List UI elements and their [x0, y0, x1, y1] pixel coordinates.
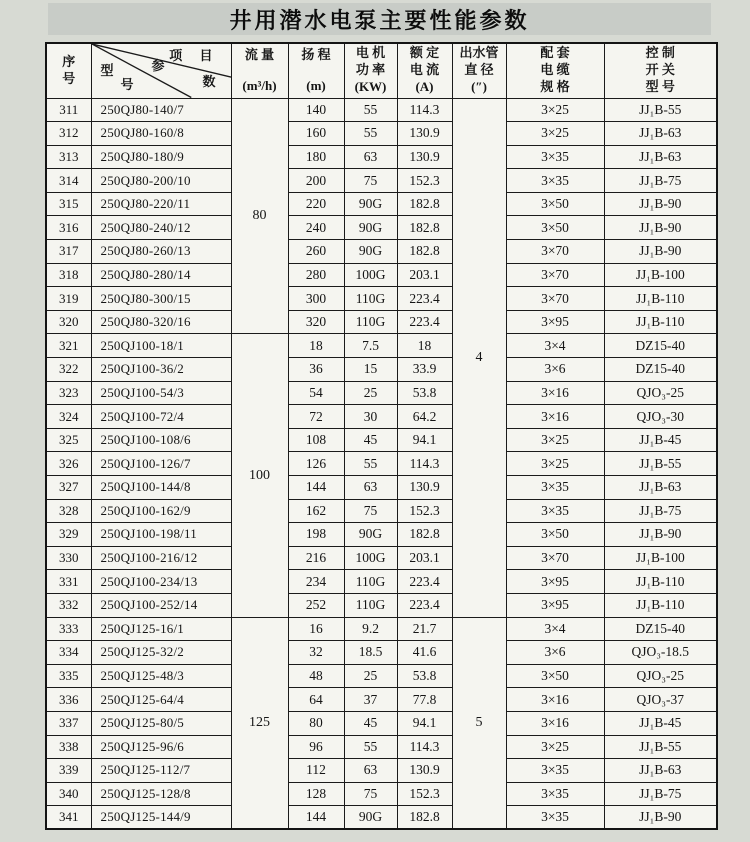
cell-serial: 327: [46, 476, 91, 500]
cell-head: 36: [288, 358, 344, 382]
cell-model: 250QJ80-200/10: [91, 169, 231, 193]
cell-model: 250QJ125-112/7: [91, 759, 231, 783]
cell-current: 223.4: [397, 570, 452, 594]
cell-model: 250QJ100-126/7: [91, 452, 231, 476]
cell-model: 250QJ125-144/9: [91, 806, 231, 830]
cell-serial: 335: [46, 664, 91, 688]
cell-power: 55: [344, 122, 397, 146]
cell-current: 114.3: [397, 735, 452, 759]
cell-power: 55: [344, 452, 397, 476]
cell-serial: 321: [46, 334, 91, 358]
cell-current: 223.4: [397, 287, 452, 311]
cell-current: 33.9: [397, 358, 452, 382]
cell-power: 110G: [344, 287, 397, 311]
cell-power: 90G: [344, 240, 397, 264]
diag-label-param-second: 数: [202, 74, 216, 89]
cell-model: 250QJ100-216/12: [91, 546, 231, 570]
cell-current: 114.3: [397, 452, 452, 476]
cell-head: 144: [288, 806, 344, 830]
cell-current: 114.3: [397, 98, 452, 122]
header-diagonal-model-param: [91, 43, 231, 98]
cell-current: 182.8: [397, 240, 452, 264]
cell-head: 200: [288, 169, 344, 193]
cell-current: 223.4: [397, 593, 452, 617]
cell-head: 32: [288, 641, 344, 665]
cell-serial: 334: [46, 641, 91, 665]
cell-serial: 331: [46, 570, 91, 594]
header-current: 额 定 电 流 (A): [397, 43, 452, 98]
cell-current: 21.7: [397, 617, 452, 641]
cell-cable: 3×25: [506, 98, 604, 122]
cell-current: 130.9: [397, 476, 452, 500]
cell-power: 55: [344, 98, 397, 122]
cell-switch: JJ₁B-100: [604, 546, 717, 570]
page-title-text: 井用潜水电泵主要性能参数: [229, 8, 530, 34]
table-row: [46, 499, 717, 523]
table-row: [46, 782, 717, 806]
cell-current: 94.1: [397, 711, 452, 735]
cell-serial: 333: [46, 617, 91, 641]
cell-current: 41.6: [397, 641, 452, 665]
cell-switch: DZ15-40: [604, 358, 717, 382]
page-title: [48, 3, 711, 35]
table-row: [46, 546, 717, 570]
table-row: [46, 759, 717, 783]
cell-head: 198: [288, 523, 344, 547]
diag-label-model-second: 号: [120, 77, 134, 92]
header-cable: 配 套 电 缆 规 格: [506, 43, 604, 98]
table-row: [46, 145, 717, 169]
cell-cable: 3×35: [506, 476, 604, 500]
cell-power: 90G: [344, 192, 397, 216]
cell-cable: 3×35: [506, 499, 604, 523]
cell-model: 250QJ80-240/12: [91, 216, 231, 240]
cell-head: 300: [288, 287, 344, 311]
cell-model: 250QJ100-108/6: [91, 428, 231, 452]
cell-serial: 311: [46, 98, 91, 122]
cell-cable: 3×50: [506, 664, 604, 688]
cell-switch: JJ₁B-90: [604, 216, 717, 240]
cell-power: 90G: [344, 216, 397, 240]
table-row: [46, 405, 717, 429]
cell-serial: 329: [46, 523, 91, 547]
table-row: [46, 641, 717, 665]
cell-serial: 339: [46, 759, 91, 783]
cell-current: 64.2: [397, 405, 452, 429]
cell-switch: JJ₁B-110: [604, 287, 717, 311]
cell-cable: 3×4: [506, 617, 604, 641]
cell-cable: 3×35: [506, 806, 604, 830]
cell-cable: 3×95: [506, 593, 604, 617]
cell-switch: JJ₁B-45: [604, 711, 717, 735]
cell-current: 203.1: [397, 263, 452, 287]
diag-label-item: 项 目: [169, 48, 220, 63]
cell-model: 250QJ80-280/14: [91, 263, 231, 287]
cell-switch: QJO₃-30: [604, 405, 717, 429]
cell-serial: 326: [46, 452, 91, 476]
cell-model: 250QJ80-180/9: [91, 145, 231, 169]
cell-model: 250QJ80-140/7: [91, 98, 231, 122]
cell-switch: JJ₁B-100: [604, 263, 717, 287]
table-row: [46, 98, 717, 122]
cell-model: 250QJ80-260/13: [91, 240, 231, 264]
cell-power: 45: [344, 711, 397, 735]
cell-head: 220: [288, 192, 344, 216]
cell-switch: DZ15-40: [604, 617, 717, 641]
cell-diameter: 5: [452, 617, 506, 829]
cell-power: 25: [344, 381, 397, 405]
cell-power: 110G: [344, 593, 397, 617]
cell-serial: 338: [46, 735, 91, 759]
cell-serial: 325: [46, 428, 91, 452]
cell-head: 96: [288, 735, 344, 759]
cell-current: 223.4: [397, 310, 452, 334]
cell-switch: QJO₃-25: [604, 664, 717, 688]
cell-power: 55: [344, 735, 397, 759]
cell-model: 250QJ80-220/11: [91, 192, 231, 216]
cell-current: 203.1: [397, 546, 452, 570]
cell-model: 250QJ125-96/6: [91, 735, 231, 759]
table-row: [46, 735, 717, 759]
cell-current: 152.3: [397, 169, 452, 193]
cell-power: 9.2: [344, 617, 397, 641]
cell-cable: 3×16: [506, 711, 604, 735]
cell-head: 160: [288, 122, 344, 146]
cell-model: 250QJ100-72/4: [91, 405, 231, 429]
cell-model: 250QJ125-128/8: [91, 782, 231, 806]
cell-switch: JJ₁B-55: [604, 735, 717, 759]
cell-serial: 318: [46, 263, 91, 287]
cell-serial: 314: [46, 169, 91, 193]
cell-head: 216: [288, 546, 344, 570]
cell-power: 100G: [344, 263, 397, 287]
cell-cable: 3×4: [506, 334, 604, 358]
cell-model: 250QJ125-32/2: [91, 641, 231, 665]
cell-model: 250QJ100-18/1: [91, 334, 231, 358]
cell-head: 180: [288, 145, 344, 169]
cell-power: 63: [344, 476, 397, 500]
cell-head: 240: [288, 216, 344, 240]
cell-model: 250QJ125-80/5: [91, 711, 231, 735]
cell-model: 250QJ100-54/3: [91, 381, 231, 405]
cell-switch: JJ₁B-75: [604, 782, 717, 806]
pump-table: [45, 42, 718, 830]
cell-switch: JJ₁B-63: [604, 759, 717, 783]
header-serial: 序 号: [46, 43, 91, 98]
cell-power: 90G: [344, 523, 397, 547]
cell-power: 75: [344, 499, 397, 523]
cell-head: 112: [288, 759, 344, 783]
cell-serial: 315: [46, 192, 91, 216]
cell-model: 250QJ125-16/1: [91, 617, 231, 641]
cell-cable: 3×16: [506, 405, 604, 429]
cell-serial: 330: [46, 546, 91, 570]
cell-power: 63: [344, 759, 397, 783]
cell-current: 182.8: [397, 192, 452, 216]
header-switch: 控 制 开 关 型 号: [604, 43, 717, 98]
cell-cable: 3×35: [506, 759, 604, 783]
cell-head: 80: [288, 711, 344, 735]
cell-current: 77.8: [397, 688, 452, 712]
cell-cable: 3×6: [506, 641, 604, 665]
cell-cable: 3×35: [506, 782, 604, 806]
table-row: [46, 664, 717, 688]
cell-serial: 340: [46, 782, 91, 806]
cell-switch: JJ₁B-45: [604, 428, 717, 452]
cell-current: 130.9: [397, 759, 452, 783]
cell-switch: JJ₁B-110: [604, 310, 717, 334]
cell-model: 250QJ100-234/13: [91, 570, 231, 594]
table-row: [46, 240, 717, 264]
cell-serial: 328: [46, 499, 91, 523]
cell-current: 53.8: [397, 381, 452, 405]
cell-current: 130.9: [397, 122, 452, 146]
cell-switch: JJ₁B-63: [604, 476, 717, 500]
cell-head: 126: [288, 452, 344, 476]
cell-serial: 317: [46, 240, 91, 264]
cell-cable: 3×95: [506, 310, 604, 334]
cell-switch: JJ₁B-90: [604, 240, 717, 264]
cell-serial: 322: [46, 358, 91, 382]
header-flow: 流 量 (m³/h): [231, 43, 288, 98]
cell-head: 18: [288, 334, 344, 358]
cell-power: 75: [344, 169, 397, 193]
cell-flow: 80: [231, 98, 288, 334]
cell-power: 100G: [344, 546, 397, 570]
cell-power: 63: [344, 145, 397, 169]
cell-power: 110G: [344, 570, 397, 594]
cell-serial: 332: [46, 593, 91, 617]
cell-switch: JJ₁B-75: [604, 499, 717, 523]
header-power: 电 机 功 率 (KW): [344, 43, 397, 98]
cell-power: 15: [344, 358, 397, 382]
cell-power: 18.5: [344, 641, 397, 665]
cell-serial: 316: [46, 216, 91, 240]
cell-switch: JJ₁B-110: [604, 570, 717, 594]
cell-current: 182.8: [397, 806, 452, 830]
cell-head: 64: [288, 688, 344, 712]
table-row: [46, 334, 717, 358]
table-row: [46, 711, 717, 735]
cell-serial: 323: [46, 381, 91, 405]
cell-head: 144: [288, 476, 344, 500]
cell-cable: 3×25: [506, 452, 604, 476]
cell-current: 182.8: [397, 216, 452, 240]
cell-model: 250QJ125-48/3: [91, 664, 231, 688]
cell-cable: 3×25: [506, 122, 604, 146]
cell-serial: 320: [46, 310, 91, 334]
table-row: [46, 523, 717, 547]
cell-current: 130.9: [397, 145, 452, 169]
cell-cable: 3×50: [506, 216, 604, 240]
cell-switch: JJ₁B-55: [604, 98, 717, 122]
header-diameter: 出水管 直 径 (″): [452, 43, 506, 98]
table-row: [46, 593, 717, 617]
table-row: [46, 617, 717, 641]
cell-model: 250QJ80-160/8: [91, 122, 231, 146]
cell-power: 45: [344, 428, 397, 452]
cell-head: 128: [288, 782, 344, 806]
cell-model: 250QJ100-144/8: [91, 476, 231, 500]
cell-power: 25: [344, 664, 397, 688]
cell-model: 250QJ100-162/9: [91, 499, 231, 523]
cell-flow: 125: [231, 617, 288, 829]
cell-model: 250QJ100-36/2: [91, 358, 231, 382]
cell-cable: 3×95: [506, 570, 604, 594]
table-row: [46, 358, 717, 382]
cell-head: 72: [288, 405, 344, 429]
cell-current: 182.8: [397, 523, 452, 547]
cell-cable: 3×16: [506, 381, 604, 405]
table-row: [46, 287, 717, 311]
table-row: [46, 216, 717, 240]
cell-serial: 337: [46, 711, 91, 735]
header-row: [46, 43, 717, 98]
cell-head: 320: [288, 310, 344, 334]
cell-serial: 341: [46, 806, 91, 830]
table-row: [46, 381, 717, 405]
cell-switch: QJO₃-18.5: [604, 641, 717, 665]
cell-power: 7.5: [344, 334, 397, 358]
cell-serial: 312: [46, 122, 91, 146]
cell-current: 18: [397, 334, 452, 358]
table-row: [46, 428, 717, 452]
table-row: [46, 688, 717, 712]
cell-cable: 3×70: [506, 240, 604, 264]
cell-cable: 3×35: [506, 169, 604, 193]
table-row: [46, 310, 717, 334]
diag-label-model-first: 型: [100, 63, 114, 78]
cell-cable: 3×25: [506, 735, 604, 759]
cell-cable: 3×35: [506, 145, 604, 169]
cell-power: 30: [344, 405, 397, 429]
cell-switch: JJ₁B-110: [604, 593, 717, 617]
table-row: [46, 192, 717, 216]
table-row: [46, 452, 717, 476]
cell-serial: 324: [46, 405, 91, 429]
table-row: [46, 570, 717, 594]
cell-switch: DZ15-40: [604, 334, 717, 358]
cell-switch: JJ₁B-75: [604, 169, 717, 193]
cell-switch: QJO₃-37: [604, 688, 717, 712]
table-row: [46, 806, 717, 830]
cell-head: 162: [288, 499, 344, 523]
cell-current: 94.1: [397, 428, 452, 452]
cell-switch: JJ₁B-55: [604, 452, 717, 476]
cell-serial: 336: [46, 688, 91, 712]
cell-model: 250QJ100-252/14: [91, 593, 231, 617]
table-row: [46, 169, 717, 193]
cell-diameter: 4: [452, 98, 506, 617]
cell-power: 37: [344, 688, 397, 712]
cell-head: 48: [288, 664, 344, 688]
header-head: 扬 程 (m): [288, 43, 344, 98]
cell-head: 234: [288, 570, 344, 594]
cell-flow: 100: [231, 334, 288, 617]
cell-model: 250QJ80-300/15: [91, 287, 231, 311]
cell-current: 152.3: [397, 782, 452, 806]
cell-model: 250QJ100-198/11: [91, 523, 231, 547]
cell-cable: 3×25: [506, 428, 604, 452]
diag-label-param-first: 参: [151, 58, 165, 73]
cell-head: 108: [288, 428, 344, 452]
cell-head: 280: [288, 263, 344, 287]
pump-table-body: [46, 98, 717, 829]
cell-cable: 3×70: [506, 263, 604, 287]
cell-serial: 313: [46, 145, 91, 169]
cell-power: 90G: [344, 806, 397, 830]
cell-cable: 3×50: [506, 523, 604, 547]
cell-current: 152.3: [397, 499, 452, 523]
cell-cable: 3×70: [506, 287, 604, 311]
cell-head: 140: [288, 98, 344, 122]
cell-head: 54: [288, 381, 344, 405]
cell-head: 252: [288, 593, 344, 617]
cell-current: 53.8: [397, 664, 452, 688]
cell-switch: QJO₃-25: [604, 381, 717, 405]
cell-switch: JJ₁B-63: [604, 122, 717, 146]
table-row: [46, 476, 717, 500]
cell-switch: JJ₁B-90: [604, 806, 717, 830]
cell-switch: JJ₁B-63: [604, 145, 717, 169]
table-row: [46, 263, 717, 287]
cell-power: 110G: [344, 310, 397, 334]
cell-power: 75: [344, 782, 397, 806]
cell-cable: 3×6: [506, 358, 604, 382]
table-row: [46, 122, 717, 146]
cell-cable: 3×70: [506, 546, 604, 570]
cell-head: 260: [288, 240, 344, 264]
cell-switch: JJ₁B-90: [604, 192, 717, 216]
cell-switch: JJ₁B-90: [604, 523, 717, 547]
cell-head: 16: [288, 617, 344, 641]
cell-cable: 3×16: [506, 688, 604, 712]
cell-serial: 319: [46, 287, 91, 311]
cell-cable: 3×50: [506, 192, 604, 216]
cell-model: 250QJ125-64/4: [91, 688, 231, 712]
cell-model: 250QJ80-320/16: [91, 310, 231, 334]
